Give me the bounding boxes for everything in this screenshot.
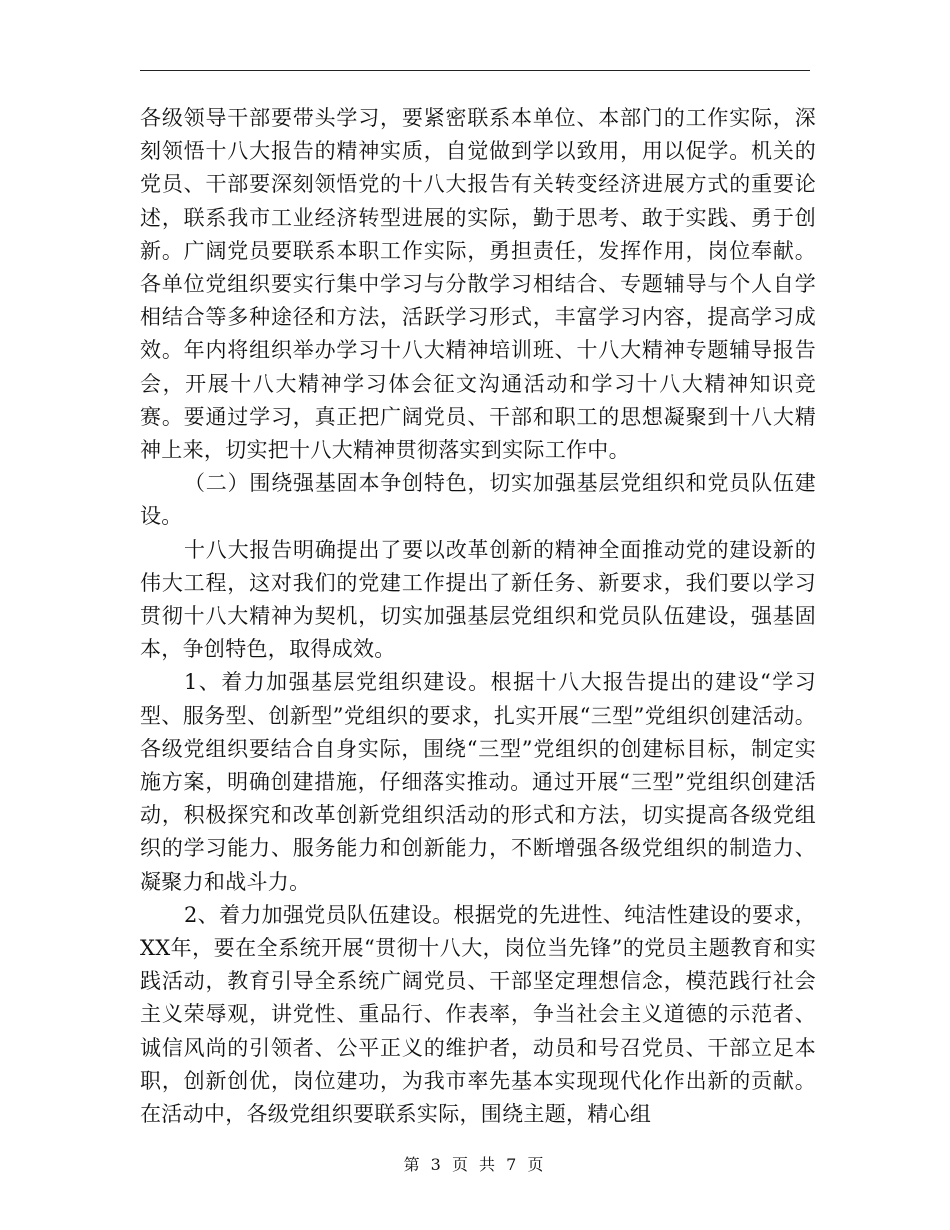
document-body <box>140 102 816 1131</box>
page-number: 第 3 页 共 7 页 <box>403 1155 547 1174</box>
paragraph-intro: 十八大报告明确提出了要以改革创新的精神全面推动党的建设新的伟大工程，这对我们的党建工作提出了新任务、新要求，我们要以学习贯彻十八大精神为契机，切实加强基层党组织和党员队伍建设，强基固本，争创特色，取得成效。 <box>140 537 816 662</box>
paragraph-continued: 各级领导干部要带头学习，要紧密联系本单位、本部门的工作实际，深刻领悟十八大报告的精神实质，自觉做到学以致用，用以促学。机关的党员、干部要深刻领悟党的十八大报告有关转变经济进展方式的重要论述，联系我市工业经济转型进展的实际，勤于思考、敢于实践、勇于创新。广阔党员要联系本职工作实际，勇担责任，发挥作用，岗位奉献。各单位党组织要实行集中学习与分散学习相结合、专题辅导与个人自学相结合等多种途径和方法，活跃学习形式，丰富学习内容，提高学习成效。年内将组织举办学习十八大精神培训班、十八大精神专题辅导报告会，开展十八大精神学习体会征文沟通活动和学习十八大精神知识竞赛。要通过学习，真正把广阔党员、干部和职工的思想凝聚到十八大精神上来，切实把十八大精神贯彻落实到实际工作中。 <box>140 106 816 463</box>
section-heading-2: （二）围绕强基固本争创特色，切实加强基层党组织和党员队伍建设。 <box>140 471 816 529</box>
paragraph-item-1: 1、着力加强基层党组织建设。根据十八大报告提出的建设“学习型、服务型、创新型”党组织的要求，扎实开展“三型”党组织创建活动。各级党组织要结合自身实际，围绕“三型”党组织的创建标目标，制定实施方案，明确创建措施，仔细落实推动。通过开展“三型”党组织创建活动，积极探究和改革创新党组织活动的形式和方法，切实提高各级党组织的学习能力、服务能力和创新能力，不断增强各级党组织的制造力、凝聚力和战斗力。 <box>140 670 816 894</box>
paragraph-item-2: 2、着力加强党员队伍建设。根据党的先进性、纯洁性建设的要求，XX年，要在全系统开展“贯彻十八大，岗位当先锋”的党员主题教育和实践活动，教育引导全系统广阔党员、干部坚定理想信念，模范践行社会主义荣辱观，讲党性、重品行、作表率，争当社会主义道德的示范者、诚信风尚的引领者、公平正义的维护者，动员和号召党员、干部立足本职，创新创优，岗位建功，为我市率先基本实现现代化作出新的贡献。在活动中，各级党组织要联系实际，围绕主题，精心组 <box>140 902 816 1127</box>
header-rule <box>140 70 810 71</box>
